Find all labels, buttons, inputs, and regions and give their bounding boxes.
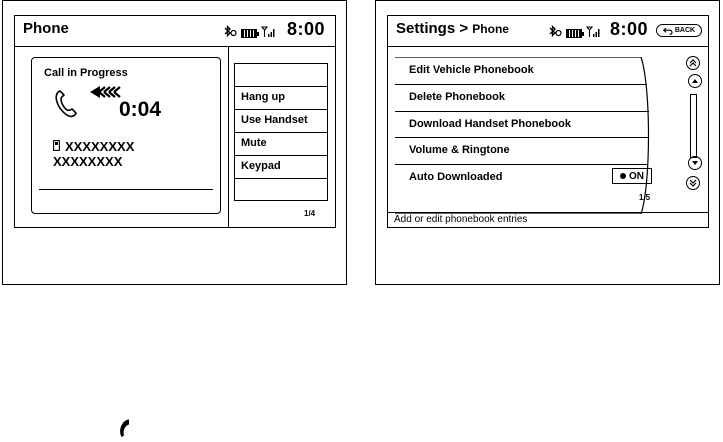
call-divider — [39, 189, 213, 190]
page-indicator: 1/4 — [304, 209, 316, 218]
battery-icon — [241, 29, 257, 38]
handset-icon — [54, 89, 78, 119]
scroll-down-button[interactable] — [688, 156, 702, 170]
settings-panel — [375, 0, 720, 285]
clock: 8:00 — [287, 19, 326, 39]
call-timer: 0:04 — [119, 98, 162, 121]
phone-screen — [14, 15, 336, 228]
phone-settings-list — [395, 57, 657, 214]
auto-download-toggle[interactable] — [612, 168, 652, 184]
download-handset-phonebook-item[interactable]: Download Handset Phonebook — [409, 118, 571, 130]
back-arrow-icon — [663, 27, 673, 35]
menu-item-blank-bottom[interactable] — [234, 178, 328, 201]
signal-icon — [586, 26, 600, 38]
auto-downloaded-item[interactable]: Auto Downloaded — [409, 171, 503, 183]
breadcrumb-separator: > — [459, 20, 469, 37]
call-status-label: Call in Progress — [44, 67, 128, 79]
call-menu — [234, 63, 328, 201]
bluetooth-icon — [548, 25, 562, 38]
bluetooth-icon — [223, 25, 237, 38]
indicator-dot-icon — [620, 173, 626, 179]
status-icons — [548, 24, 600, 38]
screen-title — [396, 20, 509, 37]
settings-screen — [387, 15, 709, 228]
panel-divider — [228, 46, 229, 227]
back-label: BACK — [674, 27, 696, 34]
battery-icon — [566, 29, 582, 38]
status-footer: Add or edit phonebook entries — [388, 212, 708, 227]
menu-item-blank-top[interactable] — [234, 63, 328, 86]
title-bar — [388, 16, 708, 47]
arrow-icon — [90, 85, 122, 99]
delete-phonebook-item[interactable]: Delete Phonebook — [409, 91, 505, 103]
handset-glyph-icon — [119, 419, 133, 438]
toggle-state: ON — [629, 170, 644, 182]
scroll-bottom-icon — [689, 179, 697, 187]
scroll-up-button[interactable] — [688, 74, 702, 88]
caller-name: XXXXXXXX — [53, 154, 123, 169]
hang-up-button[interactable]: Hang up — [234, 86, 328, 109]
scroll-bottom-button[interactable] — [686, 176, 700, 190]
status-icons — [223, 24, 275, 38]
scroll-down-icon — [691, 159, 699, 167]
mobile-phone-icon — [53, 140, 60, 151]
scroll-up-icon — [691, 77, 699, 85]
keypad-button[interactable]: Keypad — [234, 155, 328, 178]
volume-ringtone-item[interactable]: Volume & Ringtone — [409, 144, 510, 156]
edit-vehicle-phonebook-item[interactable]: Edit Vehicle Phonebook — [409, 64, 534, 76]
caller-number: XXXXXXXX — [65, 139, 135, 154]
scrollbar[interactable] — [690, 94, 697, 158]
use-handset-button[interactable]: Use Handset — [234, 109, 328, 132]
signal-icon — [261, 26, 275, 38]
screen-title: Phone — [23, 20, 69, 37]
mute-button[interactable]: Mute — [234, 132, 328, 155]
scroll-top-icon — [689, 59, 697, 67]
title-bar — [15, 16, 335, 47]
page-indicator: 1/5 — [639, 193, 651, 202]
back-button[interactable] — [656, 24, 702, 37]
phone-panel — [2, 0, 347, 285]
breadcrumb-phone: Phone — [472, 22, 509, 36]
clock: 8:00 — [610, 19, 649, 39]
settings-title: Settings — [396, 20, 456, 37]
scroll-top-button[interactable] — [686, 56, 700, 70]
call-info-box — [31, 57, 221, 214]
